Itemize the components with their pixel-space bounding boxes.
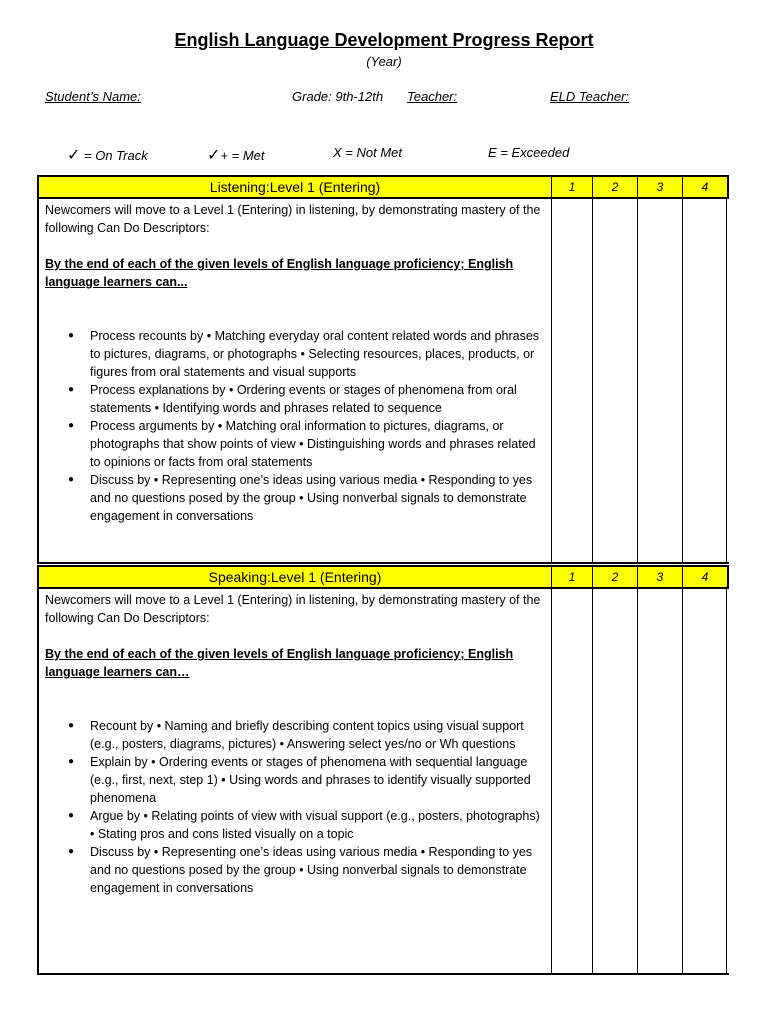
legend-met [207,145,264,165]
listening-header-row [37,175,729,199]
listening-intro: Newcomers will move to a Level 1 (Entering) in listening, by demonstrating mastery of the following Can Do Descriptors: [45,203,541,235]
speaking-list [45,717,545,897]
listening-level-2-cell[interactable] [593,199,638,562]
speaking-intro: Newcomers will move to a Level 1 (Entering) in listening, by demonstrating mastery of the following Can Do Descriptors: [45,593,541,625]
list-item: ● Explain by • Ordering events or stages of phenomena with sequential language (e.g., first, next, step 1) • Using words and phrases to identify visually supported phenomena [90,753,545,807]
list-item: ● Discuss by • Representing one’s ideas using various media • Responding to yes and no questions posed by the group • Using nonverbal signals to demonstrate engagement in conversations [90,843,545,897]
listening-level-3-cell[interactable] [638,199,683,562]
speaking-level-3-cell[interactable] [638,589,683,973]
listening-list [45,327,545,525]
level-3-header: 3 [638,567,683,587]
listening-level-4-cell[interactable] [683,199,727,562]
list-item: ● Process arguments by • Matching oral information to pictures, diagrams, or photographs that show points of view • Distinguishing words and phrases related to opinions or facts from oral statements [90,417,545,471]
list-item: ● Argue by • Relating points of view with visual support (e.g., posters, photographs) • Stating pros and cons listed visually on a topic [90,807,545,843]
listening-title: Listening:Level 1 (Entering) [39,177,552,197]
listening-level-1-cell[interactable] [552,199,593,562]
listening-body-row [37,199,729,564]
report-title: English Language Development Progress Report [174,30,594,50]
level-4-header: 4 [701,570,709,584]
level-2-header: 2 [593,177,638,197]
listening-criteria-heading: By the end of each of the given levels of English language proficiency; English language learners can... [45,257,514,289]
legend-on-track-text: = On Track [80,148,148,163]
legend-not-met: X = Not Met [333,145,402,160]
grade-label: Grade: 9th-12th [292,89,384,104]
list-item: ● Process explanations by • Ordering events or stages of phenomena from oral statements • Identifying words and phrases related to sequence [90,381,545,417]
speaking-level-4-cell[interactable] [683,589,727,973]
legend-on-track [67,145,148,165]
teacher-label: Teacher: [407,89,458,104]
level-3-header: 3 [638,177,683,197]
speaking-section [37,565,729,975]
listening-section [37,175,729,564]
listening-descriptors [39,199,552,562]
level-1-header: 1 [552,177,593,197]
list-item: ● Recount by • Naming and briefly describing content topics using visual support (e.g., posters, diagrams, pictures) • Answering select yes/no or Wh questions [90,717,545,753]
level-2-header: 2 [593,567,638,587]
legend-exceeded: E = Exceeded [488,145,570,160]
level-1-header: 1 [552,567,593,587]
speaking-title: Speaking:Level 1 (Entering) [39,567,552,587]
speaking-level-2-cell[interactable] [593,589,638,973]
speaking-body-row [37,589,729,975]
checkmark-plus-icon: ✓ [207,147,221,164]
speaking-header-row [37,565,729,589]
report-year: (Year) [366,54,402,69]
list-item: ● Process recounts by • Matching everyday oral content related words and phrases to pictures, diagrams, or photographs • Selecting resources, places, products, or figures from oral statements and visual supports [90,327,545,381]
list-item: ● Discuss by • Representing one’s ideas using various media • Responding to yes and no questions posed by the group • Using nonverbal signals to demonstrate engagement in conversations [90,471,545,525]
student-name-label: Student’s Name: [45,89,141,104]
checkmark-icon: ✓ [67,147,81,164]
speaking-criteria-heading: By the end of each of the given levels of English language proficiency; English language learners can… [45,647,514,679]
legend-met-text: + = Met [220,148,265,163]
level-4-header: 4 [701,180,709,194]
speaking-level-1-cell[interactable] [552,589,593,973]
speaking-descriptors [39,589,552,973]
eld-teacher-label: ELD Teacher: [550,89,630,104]
